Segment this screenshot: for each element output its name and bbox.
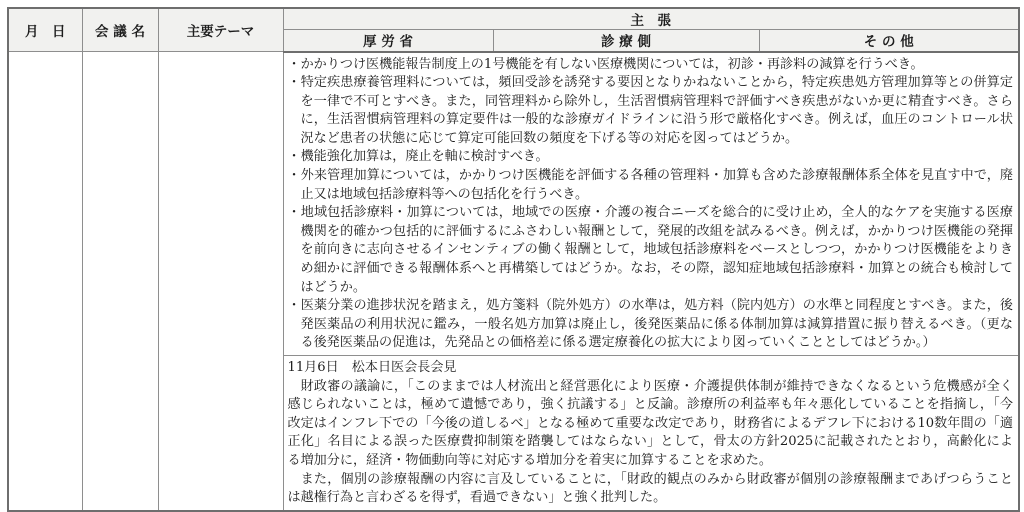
body-row-claims — [8, 52, 1019, 356]
header-cell-mhlw: 厚 労 省 — [283, 30, 493, 52]
header-cell-medical-side: 診 療 側 — [493, 30, 759, 52]
header-cell-theme: 主要テーマ — [158, 8, 283, 52]
body-cell-meeting-empty — [82, 52, 158, 511]
header-row-top — [8, 8, 1019, 30]
header-cell-date: 月 日 — [8, 8, 82, 52]
press-conference-paragraph-2: また，個別の診療報酬の内容に言及していることに，「財政的観点のみから財政審が個別の診療報酬まであげつらうことは越権行為と言わざるを得ず，看過できない」と強く批判した。 — [287, 471, 1013, 506]
header-cell-claims: 主 張 — [283, 8, 1019, 30]
header-cell-meeting: 会 議 名 — [82, 8, 158, 52]
claim-bullet-6: ・医薬分業の進捗状況を踏まえ，処方箋料（院外処方）の水準は，処方料（院内処方）の水準と同程度とすべき。また，後発医薬品の利用状況に鑑み，一般名処方加算は廃止し，後発医薬品に係る体制加算は減算措置に振り替えるべき。（更なる後発医薬品の促進は，先発品との価格差に係る選定療養化の拡大により図っていくこととしてはどうか。） — [287, 298, 1013, 351]
body-cell-date-empty — [8, 52, 82, 511]
claim-bullet-5: ・地域包括診療料・加算については，地域での医療・介護の複合ニーズを総合的に受け止め，全人的なケアを実施する医療機関を的確かつ包括的に評価するにふさわしい報酬として，発展的改組を試みるべき。例えば，かかりつけ医機能の発揮を前向きに志向させるインセンティブの働く報酬として，地域包括診療料をベースとしつつ，かかりつけ医機能をよりきめ細かに評価できる報酬体系へと再構築してはどうか。なお，その際，認知症地域包括診療料・加算との統合も検討してはどうか。 — [287, 205, 1013, 295]
claim-bullet-3: ・機能強化加算は，廃止を軸に検討すべき。 — [287, 149, 549, 165]
claims-bullet-list-cell — [283, 52, 1019, 356]
meeting-claims-table — [7, 7, 1020, 512]
press-conference-heading: 11月6日 松本日医会長会見 — [287, 360, 457, 375]
claim-bullet-1: ・かかりつけ医機能報告制度上の1号機能を有しない医療機関については，初診・再診料の減算を行うべき。 — [287, 56, 924, 72]
press-conference-cell — [283, 356, 1019, 511]
header-cell-others: そ の 他 — [759, 30, 1019, 52]
claim-bullet-2: ・特定疾患療養管理料については，頻回受診を誘発する要因となりかねないことから，特定疾患処方管理加算等との併算定を一律で不可とすべき。また，同管理料から除外し，生活習慣病管理料で評価すべき疾患がないか更に精査すべき。さらに，生活習慣病管理料の算定要件は一般的な診療ガイドラインに沿う形で厳格化すべき。例えば，血圧のコントロール状況など患者の状態に応じて算定可能回数の頻度を下げる等の対応を図ってはどうか。 — [287, 75, 1013, 146]
press-conference-paragraph-1: 財政審の議論に，「このままでは人材流出と経営悪化により医療・介護提供体制が維持できなくなるという危機感が全く感じられないことは，極めて遺憾であり，強く抗議する」と反論。診療所の利益率も年々悪化していることを指摘し，「今改定はインフレ下での「今後の道しるべ」となる極めて重要な改定であり，財務省によるデフレ下における10数年間の「適正化」名目による誤った医療費抑制策を踏襲してはならない」として，骨太の方針2025に記載されたとおり，高齢化による増加分に，経済・物価動向等に対応する増加分を着実に加算することを求めた。 — [287, 378, 1013, 468]
body-cell-theme-empty — [158, 52, 283, 511]
claim-bullet-4: ・外来管理加算については，かかりつけ医機能を評価する各種の管理料・加算も含めた診療報酬体系全体を見直す中で，廃止又は地域包括診療料等への包括化を行うべき。 — [287, 168, 1013, 202]
